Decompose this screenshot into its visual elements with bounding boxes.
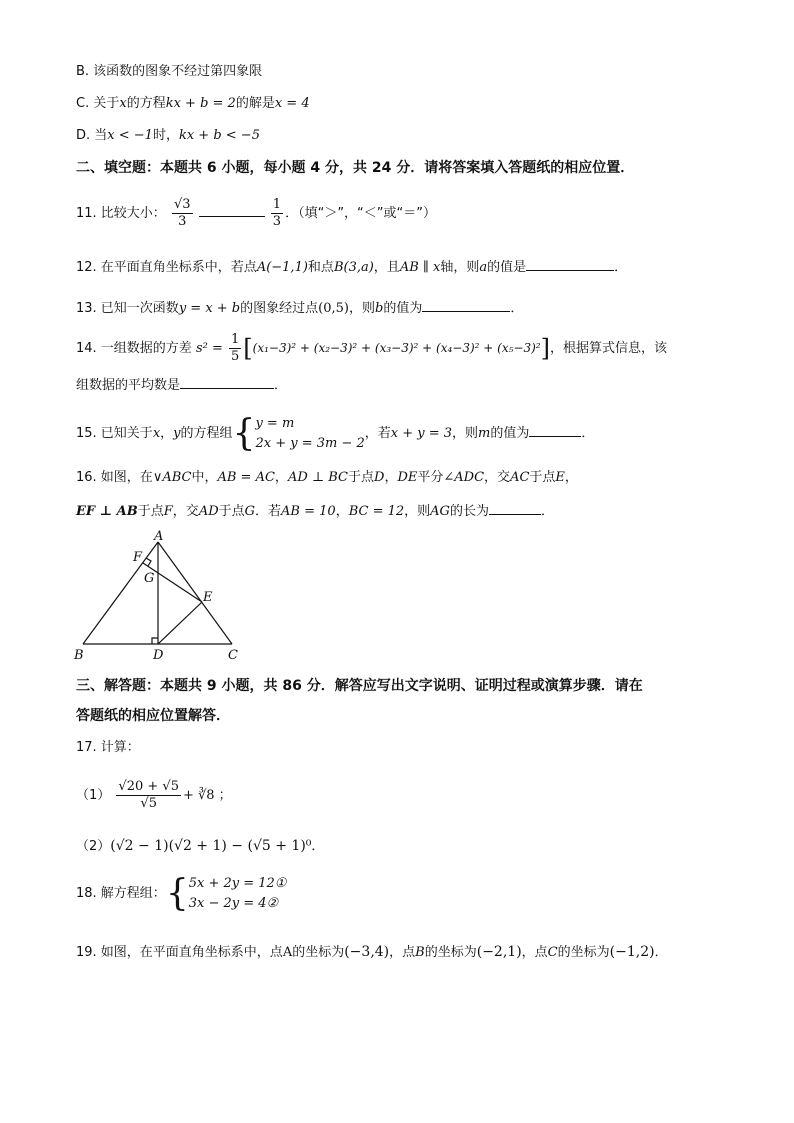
answer-blank[interactable]: [526, 256, 614, 271]
denominator: 3: [272, 214, 282, 229]
math: (0,5): [318, 301, 349, 316]
text: ，: [335, 504, 349, 519]
text: ．: [581, 426, 595, 441]
numerator: √3: [173, 197, 191, 212]
text: 18. 解方程组：: [76, 886, 166, 901]
text: 19. 如图，在平面直角坐标系中，点: [76, 945, 283, 960]
label-f: F: [133, 550, 143, 565]
question-17-part-1: [76, 774, 232, 818]
text: ，: [274, 470, 288, 485]
text: 12. 在平面直角坐标系中，若点: [76, 260, 257, 275]
text: 轴，则: [440, 260, 480, 275]
math: b: [374, 301, 384, 316]
math: kx + b < −5: [178, 128, 260, 143]
text: 时，: [152, 128, 179, 143]
math: x < −1: [107, 128, 153, 143]
question-11: [76, 194, 436, 234]
text: ，: [384, 470, 398, 485]
text: 的图象经过点: [240, 301, 319, 316]
label-d: D: [153, 648, 164, 663]
text: 15. 已知关于: [76, 426, 153, 441]
text: 17. 计算：: [76, 740, 140, 755]
text: 的坐标为: [292, 945, 345, 960]
equation-system: [255, 414, 364, 454]
math: + ∛8 ；: [182, 788, 232, 803]
text: ．: [654, 945, 668, 960]
math: ∨ABC: [152, 470, 192, 485]
fraction-1-over-3: [271, 197, 283, 230]
text: （2）: [76, 839, 111, 854]
math: F: [163, 504, 173, 519]
text: 于点: [347, 470, 374, 485]
text: ，则: [404, 504, 431, 519]
fraction-expression: [116, 779, 181, 812]
text: ，则: [452, 426, 479, 441]
label-a: A: [154, 530, 164, 544]
text: 的方程组: [180, 426, 233, 441]
text: 组数据的平均数是: [76, 378, 181, 393]
text: 的方程: [126, 96, 166, 111]
numerator: √20 + √5: [118, 779, 179, 794]
text: ．: [510, 301, 524, 316]
equation-2: 3x − 2y = 4②: [188, 895, 279, 911]
text: ，: [564, 470, 578, 485]
math: AB = AC: [217, 470, 275, 485]
question-16-line-2: [76, 500, 554, 522]
math: s² =: [195, 341, 223, 356]
math: (−3,4): [344, 944, 390, 960]
math: x + y = 3: [390, 426, 453, 441]
equation-2: 2x + y = 3m − 2: [255, 435, 365, 451]
question-14-line-2: [76, 374, 287, 396]
label-e: E: [203, 590, 213, 605]
math: E: [555, 470, 565, 485]
math: C: [547, 945, 558, 960]
math: (√2 − 1)(√2 + 1) − (√5 + 1)⁰: [110, 838, 312, 854]
left-brace: {: [232, 412, 256, 454]
text: ．: [311, 839, 325, 854]
text: 的值为: [383, 301, 423, 316]
question-17: [76, 738, 140, 758]
q10-option-b-text: B. 该函数的图象不经过第四象限: [76, 64, 263, 79]
question-13: [76, 297, 523, 319]
text: 中，: [191, 470, 218, 485]
text: ，若: [364, 426, 391, 441]
question-14: [76, 328, 667, 369]
question-16-line-1: [76, 468, 578, 488]
math: AG: [430, 504, 450, 519]
text: 的值是: [487, 260, 527, 275]
numerator: 1: [231, 332, 240, 347]
text: 和点: [307, 260, 334, 275]
text: ．: [274, 378, 288, 393]
text: D. 当: [76, 128, 108, 143]
math: ∠ADC: [443, 470, 485, 485]
math: AD ⊥ BC: [287, 470, 348, 485]
text: 于点: [137, 504, 164, 519]
text: C. 关于: [76, 96, 120, 111]
math: AB ∥ x: [399, 260, 441, 275]
denominator: 5: [231, 349, 240, 364]
heading-text: 二、填空题：本题共 6 小题，每小题 4 分，共 24 分．请将答案填入答题纸的相应位置．: [76, 160, 635, 176]
text: ，点: [521, 945, 548, 960]
text: （1）: [76, 788, 111, 803]
text: 于点: [218, 504, 245, 519]
answer-blank[interactable]: [199, 202, 265, 217]
left-brace: {: [165, 872, 189, 914]
math: y = x + b: [178, 301, 241, 316]
math: D: [374, 470, 385, 485]
question-18: [76, 872, 286, 916]
math: B(3,a): [333, 260, 374, 275]
equation-1: 5x + 2y = 12①: [188, 875, 287, 891]
label-b: B: [74, 648, 84, 663]
segment-ab: [83, 542, 158, 644]
text: ，交: [484, 470, 511, 485]
text: 的坐标为: [557, 945, 610, 960]
right-angle-mark-d: [152, 638, 158, 644]
text: ，: [160, 426, 174, 441]
text: ，则: [348, 301, 375, 316]
text: 于点: [529, 470, 556, 485]
segment-ac: [158, 542, 232, 644]
question-12: [76, 256, 627, 278]
math: G: [244, 504, 256, 519]
section-2-heading: [76, 158, 634, 178]
segment-de: [158, 602, 202, 644]
left-bracket: [: [243, 334, 253, 363]
denominator: √5: [140, 796, 157, 811]
triangle-figure: [70, 530, 250, 665]
text: ，点: [389, 945, 416, 960]
text: ．若: [255, 504, 282, 519]
math: kx + b = 2: [165, 96, 236, 111]
section-3-heading-line-2: [76, 706, 230, 726]
text: ．: [540, 504, 554, 519]
text: ，根据算式信息，该: [550, 341, 668, 356]
math: (−1,2): [609, 944, 655, 960]
math: A: [282, 945, 293, 960]
math: BC = 12: [348, 504, 405, 519]
math: x: [152, 426, 161, 441]
answer-blank[interactable]: [489, 500, 541, 515]
text: ．（填“＞”，“＜”或“＝”）: [285, 206, 436, 221]
fraction-root3-over-3: [172, 197, 193, 230]
math: m: [478, 426, 491, 441]
math: B: [415, 945, 425, 960]
math: EF ⊥ AB: [76, 504, 138, 519]
question-15: [76, 412, 594, 456]
question-19: [76, 942, 668, 963]
math: a: [479, 260, 488, 275]
text: ，且: [373, 260, 400, 275]
q10-option-b: [76, 62, 262, 82]
heading-text: 三、解答题：本题共 9 小题，共 86 分．解答应写出文字说明、证明过程或演算步骤．请在: [76, 678, 643, 694]
answer-blank[interactable]: [529, 422, 581, 437]
equation-1: y = m: [255, 415, 295, 431]
denominator: 3: [178, 214, 187, 229]
text: 14. 一组数据的方差: [76, 341, 192, 356]
answer-blank[interactable]: [180, 374, 274, 389]
text: 16. 如图，在: [76, 470, 153, 485]
equation-system: [189, 874, 287, 914]
math: y: [173, 426, 181, 441]
label-g: G: [144, 571, 155, 586]
right-bracket: ]: [540, 334, 550, 363]
math: (−2,1): [476, 944, 522, 960]
fraction-1-over-5: [229, 332, 241, 365]
math: DE: [397, 470, 418, 485]
section-3-heading: [76, 676, 643, 696]
heading-text: 答题纸的相应位置解答．: [76, 708, 230, 724]
text: 的值为: [490, 426, 530, 441]
numerator: 1: [272, 197, 282, 212]
text: ，交: [172, 504, 199, 519]
answer-blank[interactable]: [422, 297, 510, 312]
text: 的解是: [235, 96, 275, 111]
text: 的坐标为: [424, 945, 477, 960]
math: x: [119, 96, 127, 111]
math: x = 4: [274, 96, 310, 111]
q10-option-c: [76, 94, 310, 114]
text: 平分: [417, 470, 444, 485]
math: AB = 10: [281, 504, 336, 519]
math: AC: [510, 470, 530, 485]
math: AD: [198, 504, 219, 519]
label-c: C: [228, 648, 238, 663]
question-17-part-2: [76, 836, 324, 857]
text: ．: [614, 260, 628, 275]
text: 13. 已知一次函数: [76, 301, 179, 316]
math: (x₁−3)² + (x₂−3)² + (x₃−3)² + (x₄−3)² + (x₅−3)²: [252, 341, 541, 355]
text: 11. 比较大小：: [76, 206, 166, 221]
q10-option-d: [76, 126, 260, 146]
text: 的长为: [449, 504, 489, 519]
math: A(−1,1): [256, 260, 308, 275]
